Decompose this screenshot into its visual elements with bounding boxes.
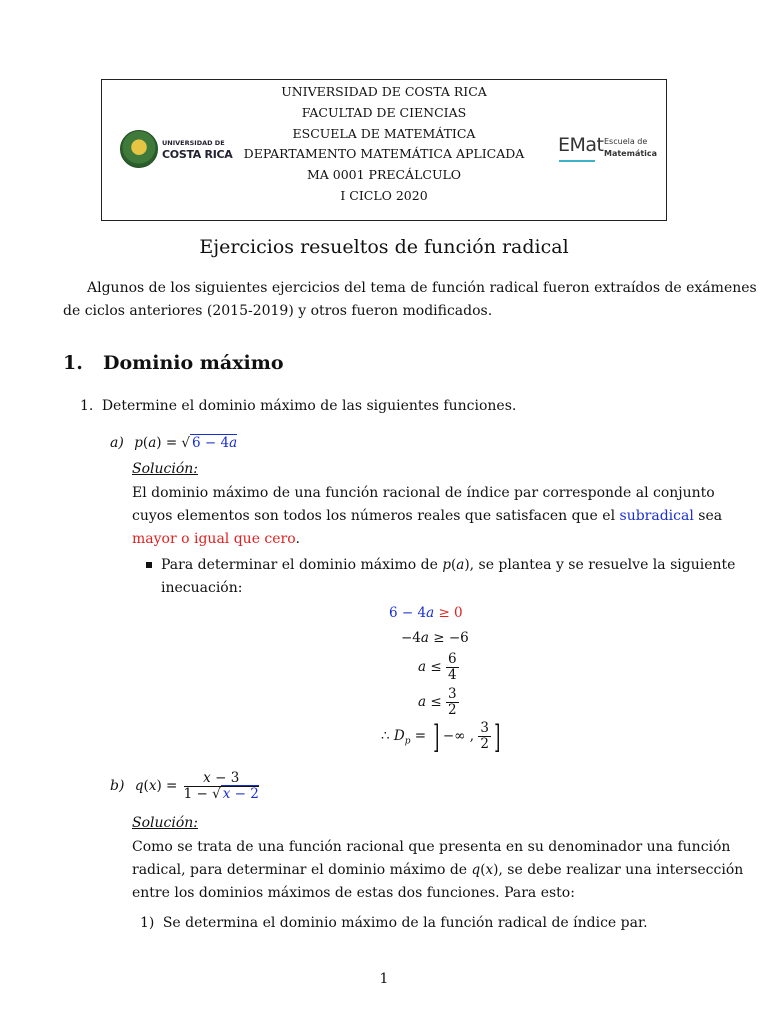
document-title: Ejercicios resueltos de función radical (199, 236, 569, 258)
bullet-line-1 (161, 554, 735, 577)
ucr-logo-bottom: COSTA RICA (162, 148, 233, 161)
domain-result-a: ∴ $D_p$ = ] −∞ , $\frac{3}{2}$ ] (381, 717, 501, 756)
section-number: 1. (63, 352, 83, 374)
header-box (101, 79, 667, 221)
part-b-paragraph-line-2-end: , se debe realizar una intersección (498, 862, 744, 878)
bullet-inline-math: p(a) (442, 557, 470, 573)
subradical-term: subradical (619, 508, 694, 524)
item-1 (80, 395, 516, 418)
part-a-paragraph-line-3 (132, 528, 300, 551)
part-a-heading (110, 432, 237, 455)
part-b-label: b) (110, 778, 125, 794)
part-b-step-1 (140, 912, 648, 935)
part-a-paragraph-line-2-end: sea (698, 508, 723, 524)
part-b-step-1-text: Se determina el dominio máximo de la función radical de índice par. (162, 915, 648, 931)
part-a-label: a) (110, 435, 124, 451)
part-b-solution-label: Solución: (132, 815, 198, 831)
ucr-logo (120, 130, 233, 168)
ucr-logo-top: UNIVERSIDAD DE (162, 139, 225, 147)
part-a-paragraph-line-2 (132, 505, 722, 528)
inequality-step-4: a ≤ $\frac{3}{2}$ (418, 686, 457, 718)
part-b-paragraph-line-1: Como se trata de una función racional que presenta en su denominador una función (132, 839, 731, 855)
header-line-school: ESCUELA DE MATEMÁTICA (292, 125, 476, 141)
part-a-solution-label: Solución: (132, 461, 198, 477)
inequality-step-3: a ≤ $\frac{6}{4}$ (418, 651, 457, 683)
page-number: 1 (379, 971, 389, 987)
intro-line-2: de ciclos anteriores (2015-2019) y otros fueron modificados. (63, 303, 493, 319)
header-line-university: UNIVERSIDAD DE COSTA RICA (281, 84, 487, 99)
part-b-paragraph-line-2-text: radical, para determinar el dominio máximo de (132, 862, 468, 878)
section-heading (63, 352, 284, 374)
inequality-step-1: 6 − 4a ≥ 0 (389, 605, 463, 621)
bullet-line-2: inecuación: (161, 580, 243, 596)
item-1-number: 1. (80, 398, 94, 414)
mayor-igual-cero-term: mayor o igual que cero (132, 531, 296, 547)
header-line-faculty: FACULTAD DE CIENCIAS (301, 104, 467, 120)
bullet-line-1-end: , se plantea y se resuelve la siguiente (469, 557, 736, 573)
part-b-inline-math: q(x) (471, 862, 499, 878)
header-line-cycle: I CICLO 2020 (340, 187, 428, 203)
header-line-department: DEPARTAMENTO MATEMÁTICA APLICADA (243, 146, 525, 162)
part-a-formula: p(a) = √ 6 − 4a (134, 435, 238, 451)
part-b-paragraph-line-2 (132, 859, 743, 882)
bullet-marker (146, 562, 152, 568)
inequality-step-2: −4a ≥ −6 (401, 630, 469, 646)
part-a-paragraph-line-3-end: . (295, 531, 300, 547)
part-b-paragraph-line-3: entre los dominios máximos de estas dos funciones. Para esto: (132, 885, 575, 901)
intro-line-1: Algunos de los siguientes ejercicios del tema de función radical fueron extraídos de exámenes (87, 280, 757, 296)
emat-logo-line2: Matemática (604, 149, 658, 158)
emat-logo (558, 134, 658, 158)
part-b-heading (110, 771, 259, 802)
emat-logo-word: EMat (558, 134, 604, 156)
part-b-formula: q(x) = $\frac{x - 3}{1 - √ x - 2}$ (134, 770, 259, 802)
item-1-text: Determine el dominio máximo de las siguientes funciones. (101, 398, 517, 414)
section-title: Dominio máximo (103, 352, 284, 374)
part-a-paragraph-line-1: El dominio máximo de una función racional de índice par corresponde al conjunto (132, 485, 715, 501)
emat-logo-bar (559, 160, 595, 162)
emat-logo-line1: Escuela de (604, 137, 648, 146)
header-line-course: MA 0001 PRECÁLCULO (306, 167, 462, 183)
bullet-line-1-text: Para determinar el dominio máximo de (161, 557, 438, 573)
part-b-step-1-label: 1) (140, 915, 155, 931)
ucr-seal-icon (120, 130, 158, 168)
part-a-paragraph-line-2-text: cuyos elementos son todos los números reales que satisfacen que el (132, 508, 616, 524)
